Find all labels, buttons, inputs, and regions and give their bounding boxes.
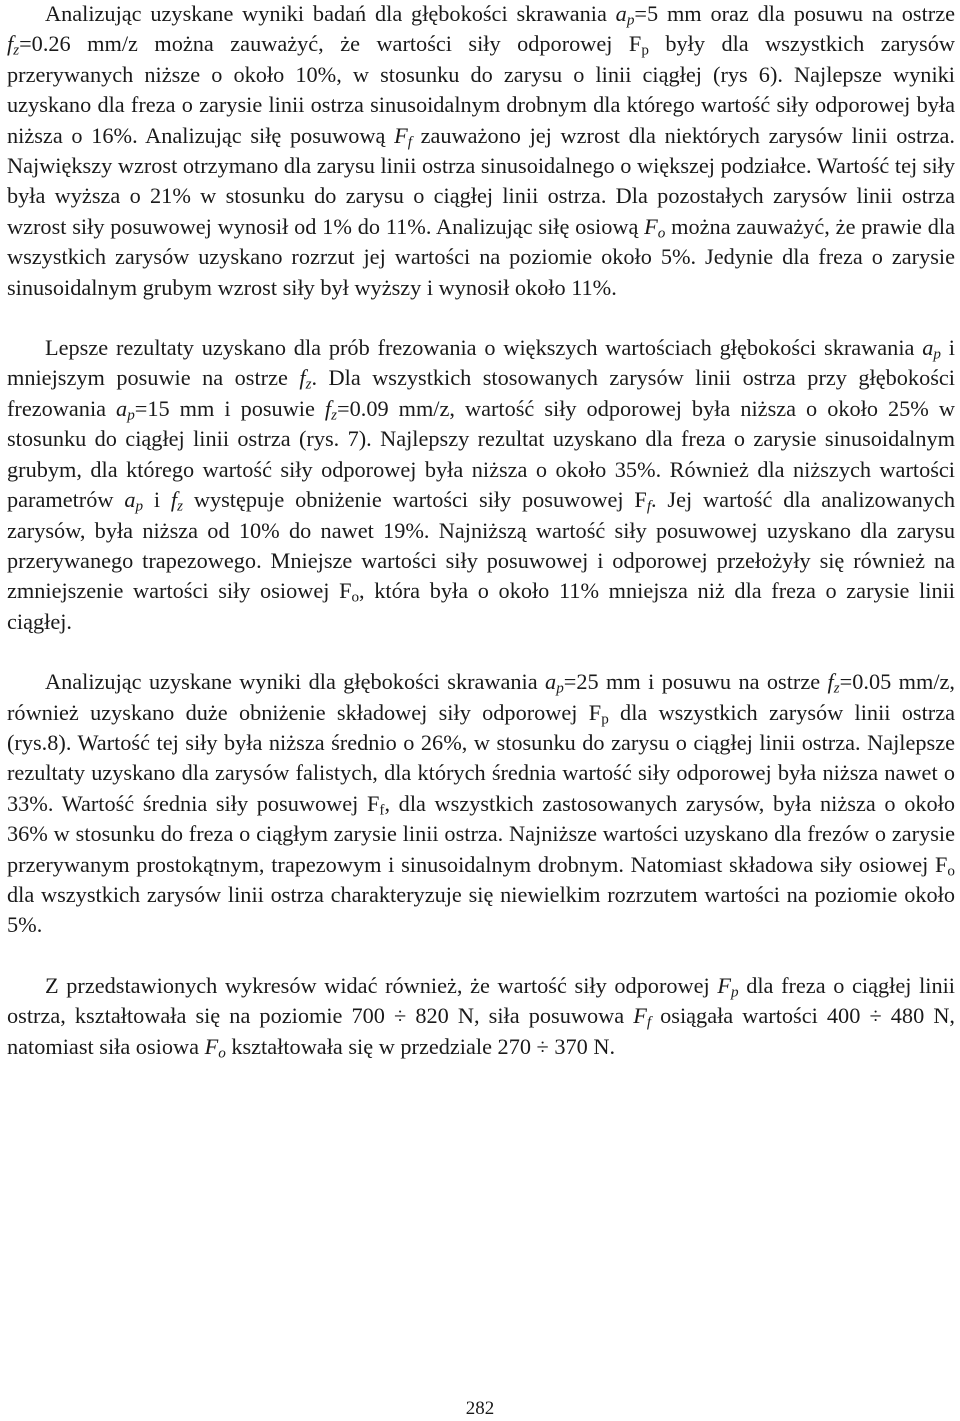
text-run: a (615, 1, 627, 26)
text-run: z (331, 406, 338, 424)
text-run: o (947, 861, 955, 879)
paragraph-4 (7, 971, 955, 1062)
text-run: F (394, 122, 408, 148)
text-run: =0.09 mm/z, wartość siły odporowej była niższa o około 25% w stosunku do ciągłej linii ostrza (rys. 7). Najlepszy rezultat uzyskano dla freza o zarysie sinusoidalnym grubym, dla którego wartość siły odporowej była niższa o około 35%. Również dla niższych wartości parametrów (7, 395, 955, 513)
text-run: p (135, 497, 144, 515)
text-run: a (124, 487, 136, 513)
text-run: kształtowała się w przedziale 270 ÷ 370 N. (225, 1033, 616, 1059)
page-number: 282 (465, 1398, 495, 1419)
text-run: f (324, 395, 332, 421)
text-run: Lepsze rezultaty uzyskano dla prób frezowania o większych wartościach głębokości skrawania (45, 335, 923, 361)
text-run: i (143, 487, 171, 513)
text-run: Analizując uzyskane wyniki dla głębokości skrawania (45, 669, 546, 695)
text-run: dla wszystkich zarysów linii ostrza (rys.8). Wartość tej siły była niższa średnio o 26%, w stosunku do zarysu o ciągłej linii ostrza. Najlepsze rezultaty uzyskano dla zarysów falistych, dla których średnia wartość siły odporowej była niższa nawet o 33%. Wartość średnia siły posuwowej F (7, 699, 955, 816)
paragraph-2 (7, 333, 955, 637)
paragraph-gap (7, 303, 955, 333)
text-run: można zauważyć, że prawie dla wszystkich zarysów uzyskano rozrzut jej wartości na poziomie około 5%. Jedynie dla freza o zarysie sinusoidalnym grubym wzrost siły był wyższy i wynosił około 11%. (7, 213, 955, 300)
text-run: występuje obniżenie wartości siły posuwowej F (183, 487, 647, 513)
text-run: f (379, 801, 385, 819)
text-run: F (204, 1033, 219, 1059)
text-run: a (116, 395, 128, 421)
text-run: a (545, 669, 557, 695)
text-run: f (299, 365, 306, 391)
text-run: były dla wszystkich zarysów przerywanych niższe o około 10%, w stosunku do zarysu o linii ciągłej (rys 6). Najlepsze wyniki uzyskano dla freza o zarysie linii ostrza sinusoidalnym drobnym dla którego wartość siły odporowej była niższa o 16%. Analizując siłę posuwową (7, 31, 955, 148)
text-run: , która była o około 11% mniejsza niż dla freza o zarysie linii ciągłej. (7, 578, 955, 634)
text-run: f (646, 497, 652, 515)
text-run: p (641, 41, 649, 59)
text-run: f (646, 1013, 652, 1031)
text-run: o (218, 1043, 226, 1061)
text-run: f (170, 487, 178, 513)
text-run: p (626, 11, 635, 29)
document-page (7, 0, 955, 1062)
text-run: z (177, 497, 184, 515)
text-run: Analizując uzyskane wyniki badań dla głębokości skrawania (45, 1, 616, 26)
text-run: z (13, 41, 20, 59)
text-run: o (657, 224, 666, 242)
text-run: . Jej wartość dla analizowanych zarysów, była niższa od 10% do nawet 19%. Najniższą wartość siły posuwowej uzyskano dla zarysu przerywanego trapezowego. Mniejsze wartości siły posuwowej i odporowej przełożyły się również na zmniejszenie wartości siły osiowej F (7, 487, 955, 604)
text-run: i mniejszym posuwie na ostrze (7, 335, 955, 391)
text-run: . Dla wszystkich stosowanych zarysów linii ostrza przy głębokości frezowania (7, 365, 955, 421)
text-run: f (407, 132, 412, 150)
text-run: p (933, 345, 941, 363)
text-run: p (556, 679, 564, 697)
text-run: o (351, 588, 360, 606)
text-run: p (601, 709, 609, 727)
text-run: z (305, 375, 312, 393)
text-run: F (644, 213, 658, 239)
text-run: f (7, 31, 14, 57)
text-run: f (827, 669, 834, 695)
text-run: zauważono jej wzrost dla niektórych zarysów linii ostrza. Największy wzrost otrzymano dla zarysu linii ostrza sinusoidalnego o większej podziałce. Wartość tej siły była wyższa o 21% w stosunku do zarysu o ciągłej linii ostrza. Dla pozostałych zarysów linii ostrza wzrost siły posuwowej wynosił od 1% do 11%. Analizując siłę osiową (7, 122, 956, 239)
text-run: =15 mm i posuwie (134, 395, 325, 421)
paragraph-gap (7, 941, 955, 971)
text-run: p (730, 983, 739, 1001)
text-run: dla wszystkich zarysów linii ostrza charakteryzuje się niewielkim rozrzutem wartości na poziomie około 5%. (7, 881, 955, 938)
text-run: , dla wszystkich zastosowanych zarysów, była niższa o około 36% w stosunku do freza o ciągłym zarysie linii ostrza. Najniższe wartości uzyskano dla frezów o zarysie przerywanym prostokątnym, trapezowym i sinusoidalnym drobnym. Natomiast składowa siły osiowej F (7, 790, 955, 877)
paragraph-3 (7, 667, 955, 941)
text-run: F (633, 1003, 647, 1029)
text-run: osiągała wartości 400 ÷ 480 N, natomiast siła osiowa (7, 1003, 955, 1059)
text-run: =0.26 mm/z można zauważyć, że wartości siły odporowej F (19, 31, 642, 57)
text-run: =5 mm oraz dla posuwu na ostrze (634, 1, 955, 26)
text-run: F (717, 972, 731, 998)
text-run: z (833, 679, 840, 697)
paragraph-gap (7, 637, 955, 667)
text-run: dla freza o ciągłej linii ostrza, kształtowała się na poziomie 700 ÷ 820 N, siła posuwowa (7, 972, 955, 1029)
text-run: =0.05 mm/z, również uzyskano duże obniżenie składowej siły odporowej F (7, 669, 955, 725)
paragraph-1 (7, 0, 955, 303)
text-run: Z przedstawionych wykresów widać również, że wartość siły odporowej (45, 972, 718, 998)
text-run: a (922, 335, 934, 361)
text-run: =25 mm i posuwu na ostrze (563, 669, 828, 695)
text-run: p (127, 406, 135, 424)
